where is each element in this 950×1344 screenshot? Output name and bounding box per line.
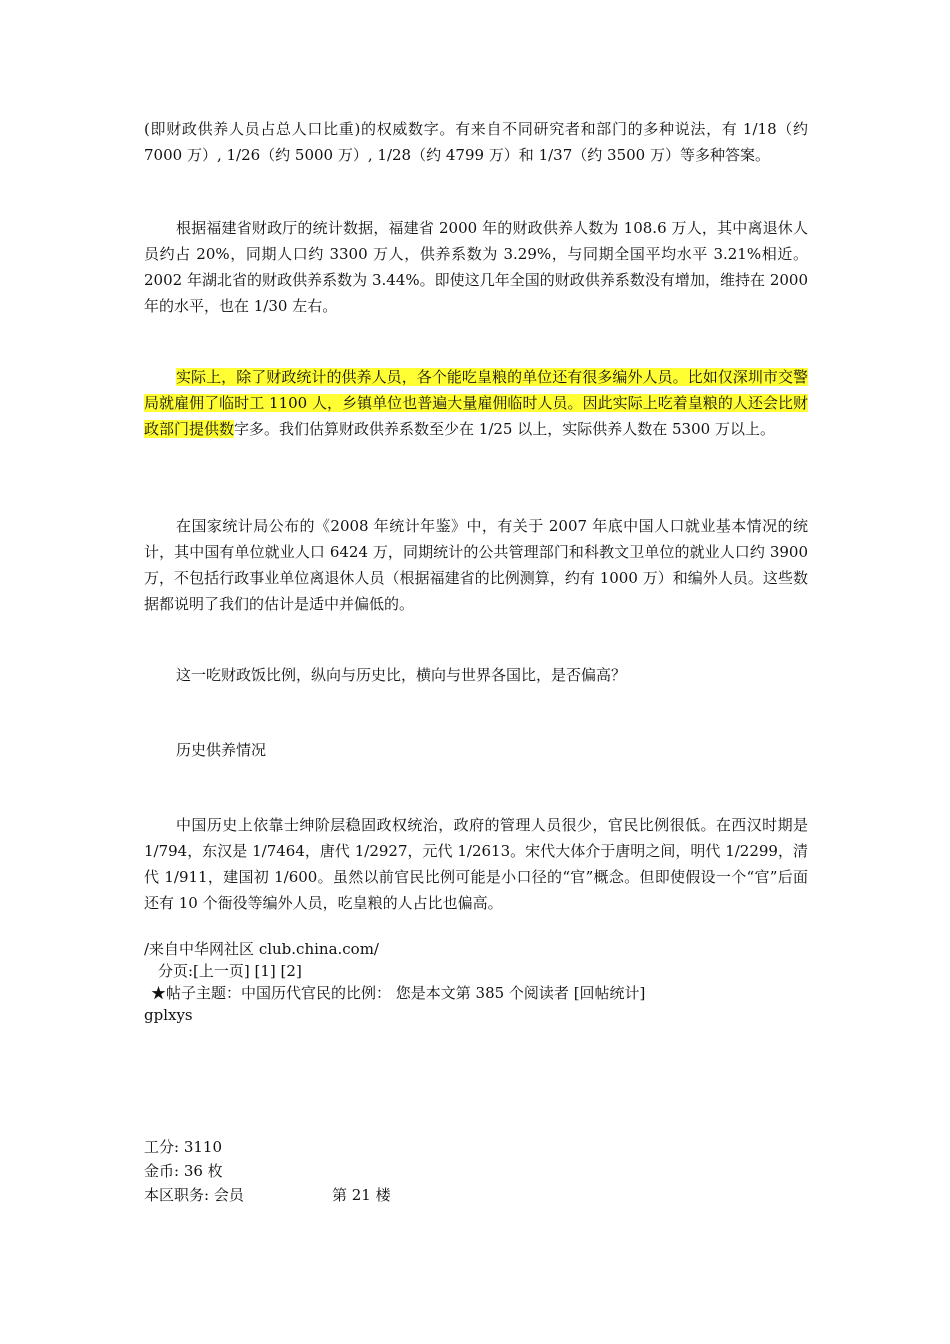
paragraph-extra-staff — [144, 364, 808, 442]
section-heading: 历史供养情况 — [176, 741, 267, 759]
pagination[interactable]: 分页:[上一页] [1] [2] — [158, 962, 302, 980]
highlighted-text: 实际上，除了财政统计的供养人员，各个能吃皇粮的单位还有很多编外人员。比如仅深圳市交警局就雇佣了临时工 1100 人，乡镇单位也普遍大量雇佣临时人员。因此实际上吃着皇粮的人还会比财政部门提供数 — [144, 368, 808, 438]
work-points: 工分: 3110 — [144, 1138, 222, 1156]
paragraph-question: 这一吃财政饭比例，纵向与历史比，横向与世界各国比，是否偏高？ — [176, 666, 627, 684]
paragraph-fujian-stats: 根据福建省财政厅的统计数据，福建省 2000 年的财政供养人数为 108.6 万人，其中离退休人员约占 20%，同期人口约 3300 万人，供养系数为 3.29%，与同期全国平均水平 3.21%相近。2002 年湖北省的财政供养系数为 3.44%。即使这几年全国的财政供养系数没有增加，维持在 2000 年的水平，也在 1/30 左右。 — [144, 219, 808, 315]
member-role: 本区职务: 会员 — [144, 1186, 244, 1204]
source-link[interactable]: /来自中华网社区 club.china.com/ — [144, 940, 379, 958]
coins: 金币: 36 枚 — [144, 1162, 223, 1180]
topic-line: ★帖子主题：中国历代官民的比例： 您是本文第 385 个阅读者 [回帖统计] — [151, 984, 646, 1002]
paragraph-intro: (即财政供养人员占总人口比重)的权威数字。有来自不同研究者和部门的多种说法，有 1/18（约 7000 万）, 1/26（约 5000 万）, 1/28（约 4799 万）和 1/37（约 3500 万）等多种答案。 — [144, 120, 808, 164]
paragraph-yearbook: 在国家统计局公布的《2008 年统计年鉴》中，有关于 2007 年底中国人口就业基本情况的统计，其中国有单位就业人口 6424 万，同期统计的公共管理部门和科教文卫单位的就业人口约 3900 万，不包括行政事业单位离退休人员（根据福建省的比例测算，约有 1000 万）和编外人员。这些数据都说明了我们的估计是适中并偏低的。 — [144, 517, 808, 613]
floor-number: 第 21 楼 — [332, 1186, 391, 1204]
paragraph-history: 中国历史上依靠士绅阶层稳固政权统治，政府的管理人员很少，官民比例很低。在西汉时期是 1/794，东汉是 1/7464，唐代 1/2927，元代 1/2613。宋代大体介于唐明之间，明代 1/2299，清代 1/911，建国初 1/600。虽然以前官民比例可能是小口径的“官”概念。但即使假设一个“官”后面还有 10 个衙役等编外人员，吃皇粮的人占比也偏高。 — [144, 816, 808, 912]
paragraph-text: 字多。我们估算财政供养系数至少在 1/25 以上，实际供养人数在 5300 万以上。 — [234, 420, 775, 438]
username[interactable]: gplxys — [144, 1006, 193, 1024]
